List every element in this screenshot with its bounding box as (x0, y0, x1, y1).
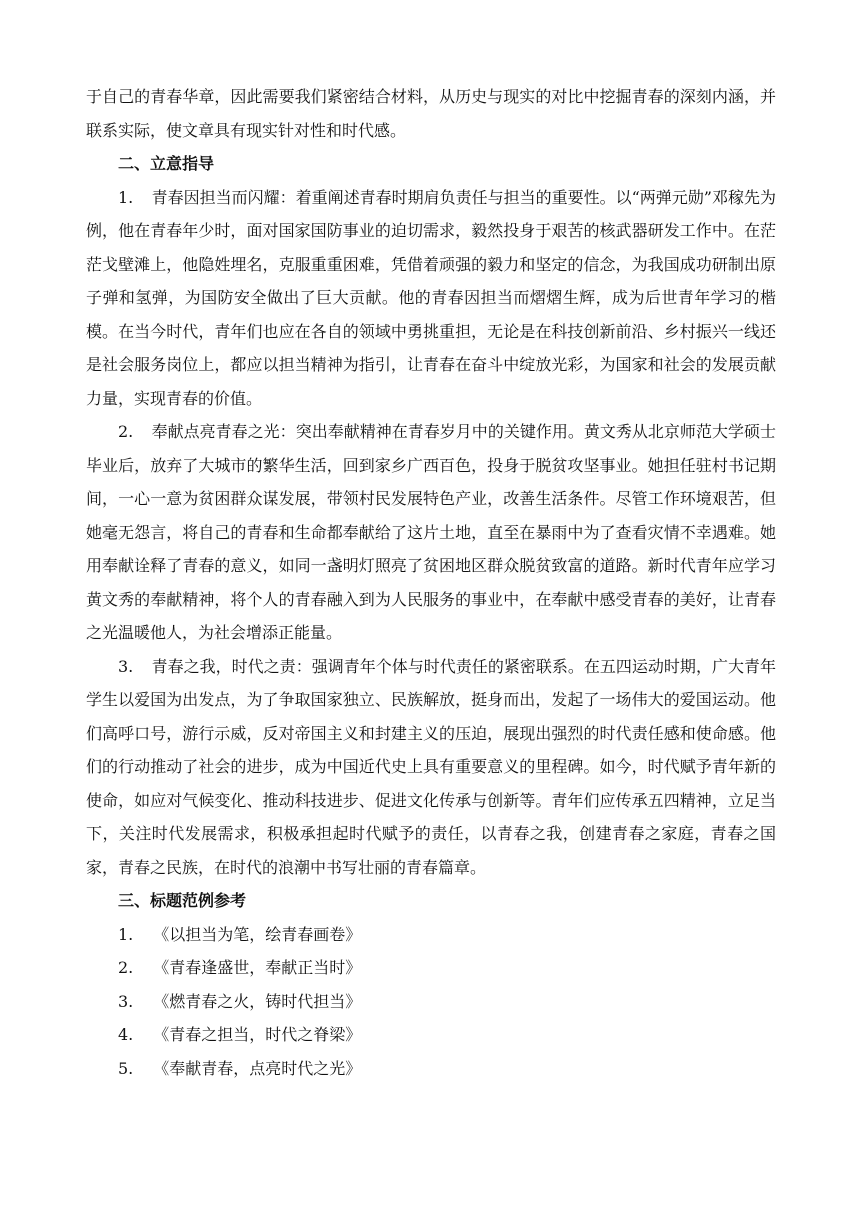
title-text: 《燃青春之火，铸时代担当》 (153, 991, 362, 1011)
title-example-4 (86, 1018, 776, 1052)
title-text: 《奉献青春，点亮时代之光》 (153, 1058, 362, 1078)
section-heading-titles: 三、标题范例参考 (118, 891, 247, 910)
item-number: 2. (118, 422, 134, 441)
title-example-5 (86, 1052, 776, 1086)
title-example-1 (86, 918, 776, 952)
item-text: 青春因担当而闪耀：着重阐述青春时期肩负责任与担当的重要性。以“两弹元勋”邓稼先为例，他在青春年少时，面对国家国防事业的迫切需求，毅然投身于艰苦的核武器研发工作中。在茫茫戈壁滩上，他隐姓埋名，克服重重困难，凭借着顽强的毅力和坚定的信念，为我国成功研制出原子弹和氢弹，为国防安全做出了巨大贡献。他的青春因担当而熠熠生辉，成为后世青年学习的楷模。在当今时代，青年们也应在各自的领域中勇挑重担，无论是在科技创新前沿、乡村振兴一线还是社会服务岗位上，都应以担当精神为指引，让青春在奋斗中绽放光彩，为国家和社会的发展贡献力量，实现青春的价值。 (86, 187, 776, 408)
document-page (86, 80, 776, 1085)
section-heading-guidance: 二、立意指导 (118, 154, 215, 173)
title-number: 5. (118, 1058, 134, 1078)
item-number: 1. (118, 187, 134, 207)
intro-paragraph: 于自己的青春华章，因此需要我们紧密结合材料，从历史与现实的对比中挖掘青春的深刻内涵，并联系实际，使文章具有现实针对性和时代感。 (86, 87, 776, 140)
title-example-2 (86, 951, 776, 985)
item-number: 3. (118, 656, 134, 676)
item-text: 奉献点亮青春之光：突出奉献精神在青春岁月中的关键作用。黄文秀从北京师范大学硕士毕业后，放弃了大城市的繁华生活，回到家乡广西百色，投身于脱贫攻坚事业。她担任驻村书记期间，一心一意为贫困群众谋发展，带领村民发展特色产业，改善生活条件。尽管工作环境艰苦，但她毫无怨言，将自己的青春和生命都奉献给了这片土地，直至在暴雨中为了查看灾情不幸遇难。她用奉献诠释了青春的意义，如同一盏明灯照亮了贫困地区群众脱贫致富的道路。新时代青年应学习黄文秀的奉献精神，将个人的青春融入到为人民服务的事业中，在奉献中感受青春的美好，让青春之光温暖他人，为社会增添正能量。 (86, 422, 776, 642)
guidance-item-2 (86, 415, 776, 650)
title-number: 3. (118, 991, 134, 1011)
title-number: 2. (118, 958, 134, 977)
item-text: 青春之我，时代之责：强调青年个体与时代责任的紧密联系。在五四运动时期，广大青年学生以爱国为出发点，为了争取国家独立、民族解放，挺身而出，发起了一场伟大的爱国运动。他们高呼口号，游行示威，反对帝国主义和封建主义的压迫，展现出强烈的时代责任感和使命感。他们的行动推动了社会的进步，成为中国近代史上具有重要意义的里程碑。如今，时代赋予青年新的使命，如应对气候变化、推动科技进步、促进文化传承与创新等。青年们应传承五四精神，立足当下，关注时代发展需求，积极承担起时代赋予的责任，以青春之我，创建青春之家庭，青春之国家，青春之民族，在时代的浪潮中书写壮丽的青春篇章。 (86, 656, 776, 877)
title-number: 1. (118, 924, 134, 944)
title-text: 《青春之担当，时代之脊梁》 (153, 1025, 362, 1044)
guidance-item-1 (86, 181, 776, 416)
guidance-item-3 (86, 650, 776, 885)
title-text: 《青春逢盛世，奉献正当时》 (153, 958, 362, 977)
title-example-3 (86, 985, 776, 1019)
title-number: 4. (118, 1025, 134, 1044)
title-text: 《以担当为笔，绘青春画卷》 (153, 924, 362, 944)
